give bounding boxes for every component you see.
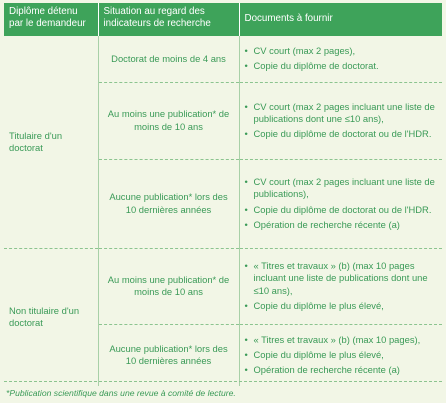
footnote: *Publication scientifique dans une revue à comité de lecture. — [6, 388, 236, 398]
document-item: • CV court (max 2 pages), — [245, 45, 438, 57]
situation-cell: Aucune publication* lors des 10 dernières années — [98, 159, 239, 248]
document-item: • Copie du diplôme de doctorat. — [245, 60, 438, 72]
situation-cell: Aucune publication* lors des 10 dernières années — [98, 324, 239, 386]
document-item: • CV court (max 2 pages incluant une liste de publications dont une ≤10 ans), — [245, 101, 438, 125]
header-documents: Documents à fournir — [239, 3, 442, 36]
group-label-titulaire: Titulaire d'un doctorat — [4, 36, 98, 248]
document-item: • Copie du diplôme le plus élevé, — [245, 349, 438, 361]
document-item: • « Titres et travaux » (b) (max 10 pages), — [245, 334, 438, 346]
documents-table — [4, 3, 442, 386]
situation-cell: Au moins une publication* de moins de 10 ans — [98, 82, 239, 159]
situation-cell: Doctorat de moins de 4 ans — [98, 36, 239, 82]
document-item: • Copie du diplôme de doctorat ou de l'HDR. — [245, 204, 438, 216]
documents-cell — [239, 324, 442, 386]
documents-cell — [239, 36, 442, 82]
document-item: • Copie du diplôme le plus élevé, — [245, 300, 438, 312]
table-header-row — [4, 3, 442, 36]
document-item: • Opération de recherche récente (a) — [245, 219, 438, 231]
table-row — [4, 248, 442, 324]
table-row — [4, 36, 442, 82]
header-diplome: Diplôme détenu par le demandeur — [4, 3, 98, 36]
documents-cell — [239, 248, 442, 324]
document-item: • « Titres et travaux » (b) (max 10 pages incluant une liste de publications dont une ≤10 ans), — [245, 260, 438, 296]
situation-cell: Au moins une publication* de moins de 10 ans — [98, 248, 239, 324]
documents-cell — [239, 159, 442, 248]
header-situation: Situation au regard des indicateurs de recherche — [98, 3, 239, 36]
table-bottom-divider — [4, 381, 442, 382]
document-item: • Copie du diplôme de doctorat ou de l'HDR. — [245, 128, 438, 140]
document-item: • CV court (max 2 pages incluant une liste de publications), — [245, 176, 438, 200]
document-item: • Opération de recherche récente (a) — [245, 364, 438, 376]
documents-cell — [239, 82, 442, 159]
group-label-non-titulaire: Non titulaire d'un doctorat — [4, 248, 98, 386]
